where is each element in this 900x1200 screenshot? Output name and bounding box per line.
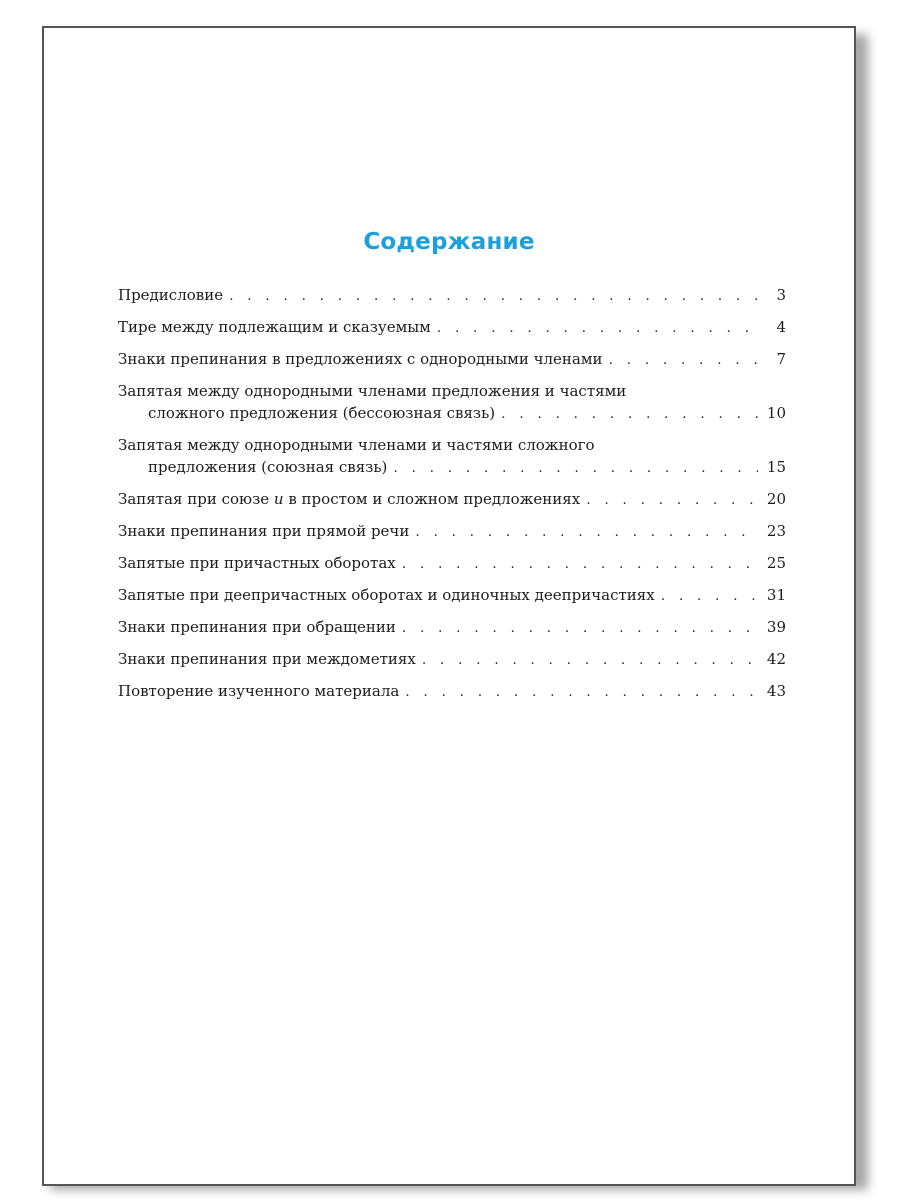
toc-entry [118, 680, 786, 702]
toc-entry-title: Запятые при деепричастных оборотах и одиночных деепричастиях [118, 586, 655, 604]
toc-page-number: 43 [766, 682, 786, 700]
toc-entry-title: Тире между подлежащим и сказуемым [118, 318, 431, 336]
toc-entry-title: Повторение изученного материала [118, 682, 400, 700]
toc-entry-title: Запятые при причастных оборотах [118, 554, 396, 572]
dot-leader [437, 317, 758, 339]
toc-page-number: 39 [766, 618, 786, 636]
page-title: Содержание [363, 229, 535, 255]
dot-leader [393, 457, 758, 479]
toc-entry-title: Знаки препинания в предложениях с однородными членами [118, 350, 603, 368]
dot-leader [405, 681, 758, 703]
dot-leader [661, 585, 758, 607]
toc-entry [118, 348, 786, 370]
dot-leader [422, 649, 758, 671]
toc-entry-text-before: Запятая при союзе [118, 490, 274, 508]
toc-entry [118, 284, 786, 306]
toc-entry-title: Предисловие [118, 286, 224, 304]
toc-entry-title: Знаки препинания при прямой речи [118, 522, 410, 540]
toc-page-number: 7 [776, 350, 786, 368]
dot-leader [501, 403, 758, 425]
toc-entry [118, 316, 786, 338]
toc-entry-title: Знаки препинания при обращении [118, 618, 396, 636]
toc-page-number: 31 [766, 586, 786, 604]
toc-page-number: 4 [776, 318, 786, 336]
dot-leader [229, 285, 758, 307]
toc-entry [118, 520, 786, 542]
dot-leader [415, 521, 758, 543]
dot-leader [402, 553, 758, 575]
toc-entry [118, 584, 786, 606]
toc-page-number: 23 [766, 522, 786, 540]
document-page [42, 26, 856, 1186]
toc-entry-title-line2: сложного предложения (бессоюзная связь) [148, 404, 496, 422]
toc-entry [118, 648, 786, 670]
toc-entry-title-line2: предложения (союзная связь) [148, 458, 388, 476]
toc-entry [118, 552, 786, 574]
toc-entry-title: Знаки препинания при междометиях [118, 650, 416, 668]
toc-entry-title-line1: Запятая между однородными членами предложения и частями [118, 382, 627, 400]
toc-entry-title [118, 488, 580, 510]
toc-page-number: 3 [776, 286, 786, 304]
toc-entry [118, 616, 786, 638]
toc-page-number: 10 [766, 404, 786, 422]
dot-leader [586, 489, 758, 511]
toc-entry-italic-word: и [273, 490, 284, 508]
dot-leader [402, 617, 758, 639]
toc-entry-text-after: в простом и сложном предложениях [283, 490, 581, 508]
toc-page-number: 42 [766, 650, 786, 668]
toc-entry-title-line1: Запятая между однородными членами и частями сложного [118, 436, 595, 454]
toc-page-number: 15 [766, 458, 786, 476]
toc-entry [118, 380, 786, 424]
toc-page-number: 25 [766, 554, 786, 572]
dot-leader [609, 349, 758, 371]
table-of-contents [118, 284, 786, 712]
toc-entry [118, 434, 786, 478]
toc-entry [118, 488, 786, 510]
toc-page-number: 20 [766, 490, 786, 508]
